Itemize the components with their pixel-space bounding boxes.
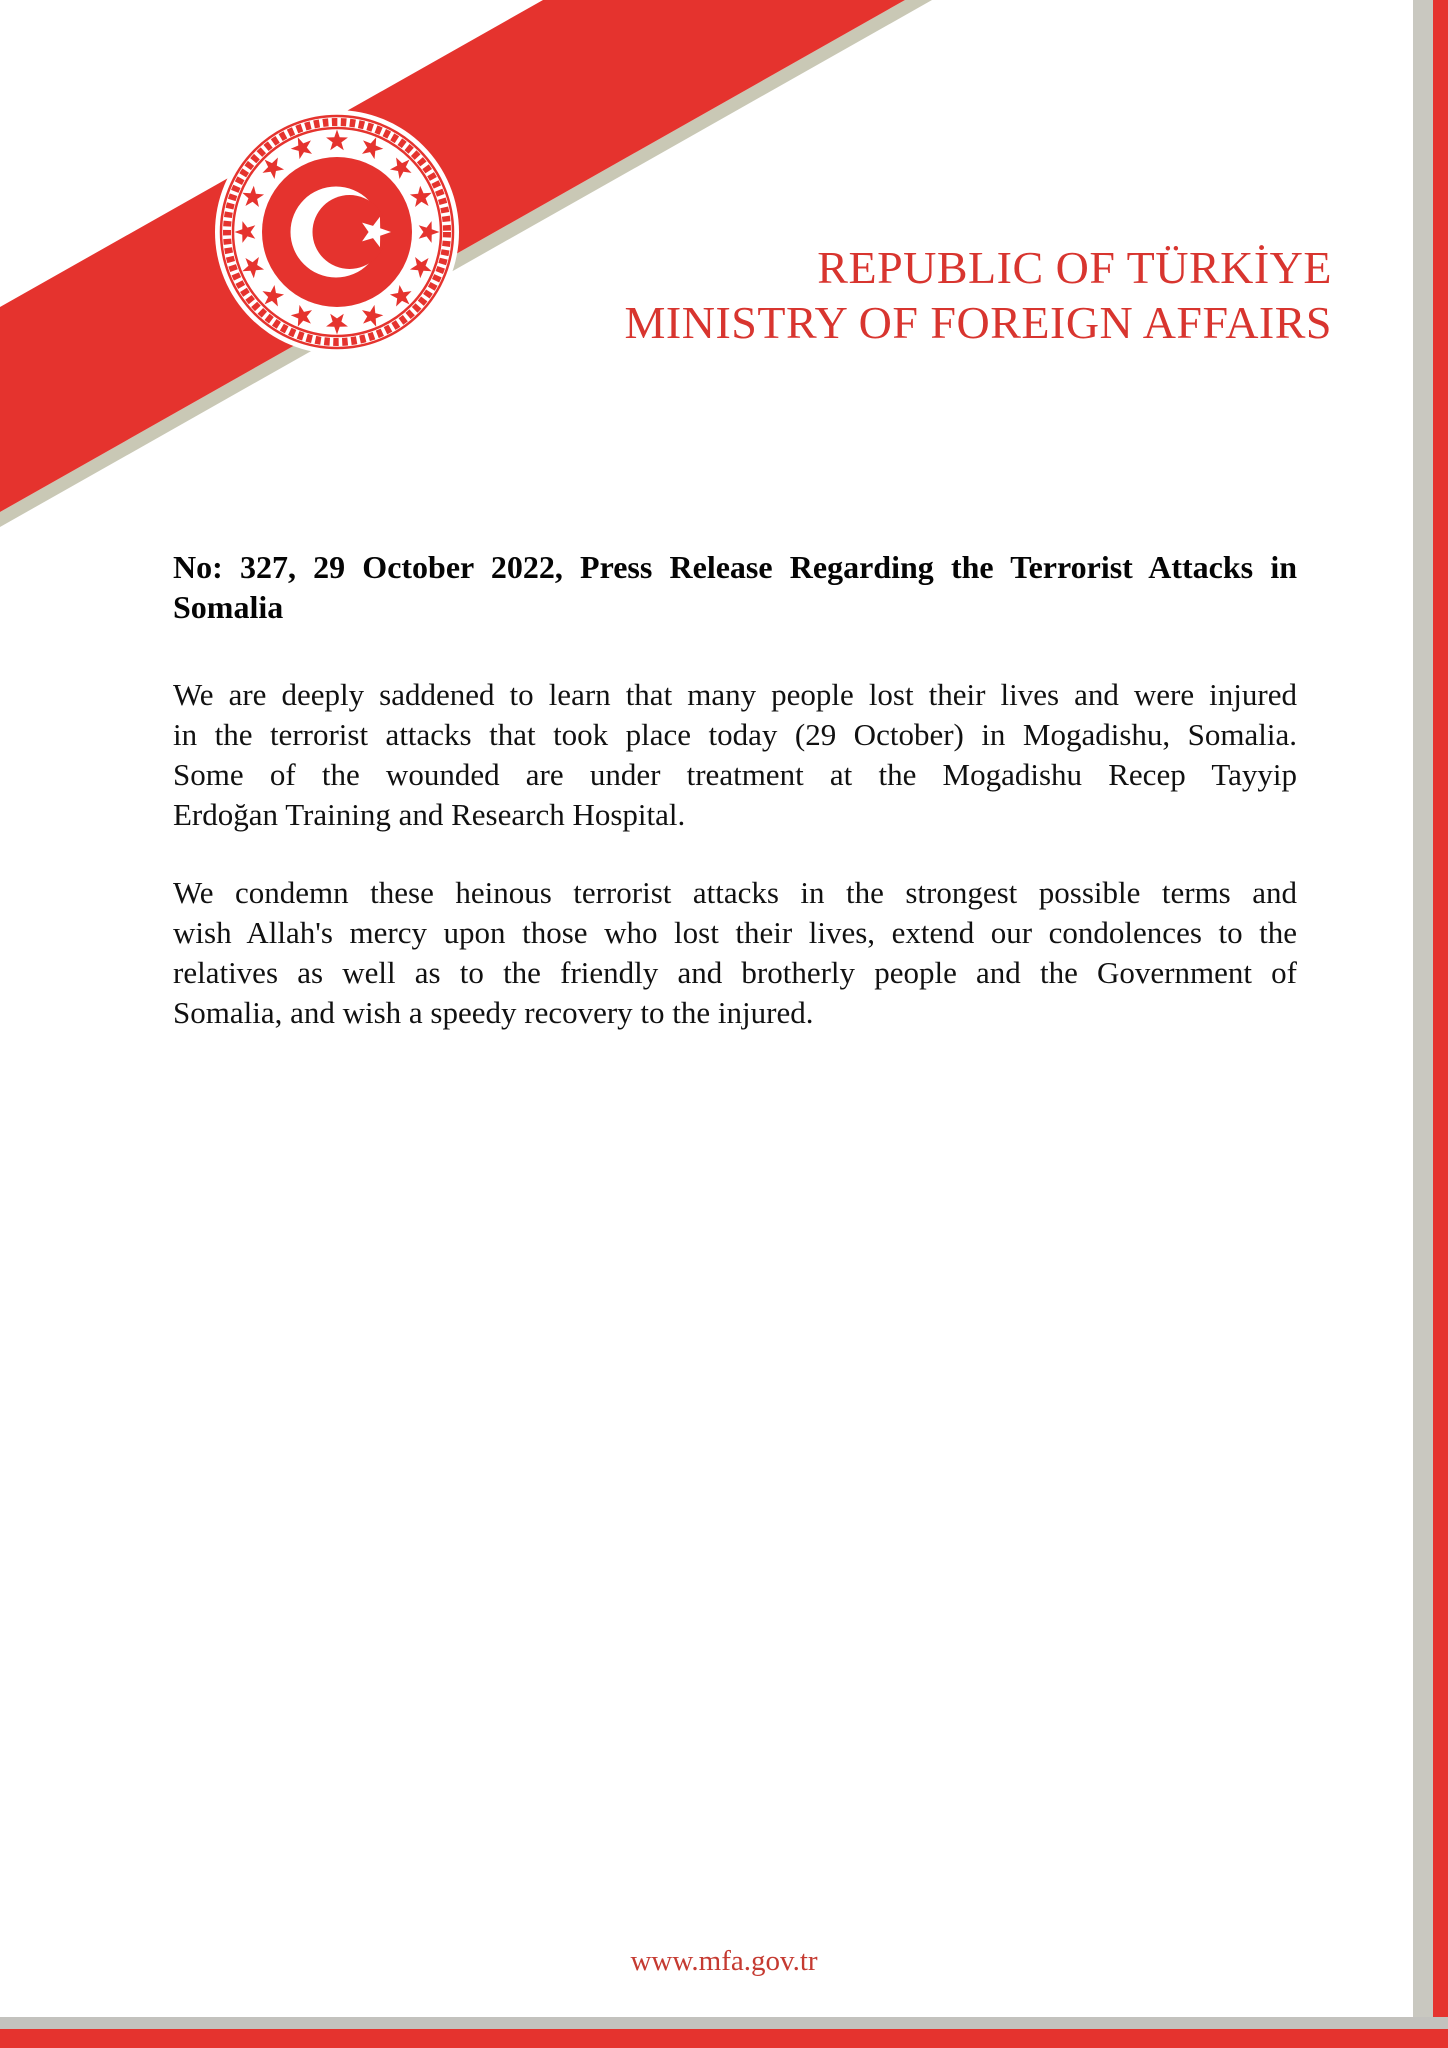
right-border-red-stripe [1433, 0, 1448, 2029]
paragraph-1 [173, 675, 1297, 835]
text-line: No: 327, 29 October 2022, Press Release Regarding the Terrorist Attacks in [173, 549, 1297, 585]
mfa-emblem [207, 102, 467, 362]
right-border-gray-stripe [1413, 0, 1433, 2017]
footer-url: www.mfa.gov.tr [630, 1945, 818, 1977]
text-line: Somalia [173, 589, 284, 625]
text-line: wish Allah's mercy upon those who lost their lives, extend our condolences to the [173, 915, 1297, 950]
text-line: in the terrorist attacks that took place today (29 October) in Mogadishu, Somalia. [173, 717, 1297, 752]
header-line-republic: REPUBLIC OF TÜRKİYE [817, 242, 1332, 293]
press-release-title [173, 547, 1297, 627]
bottom-border-red-stripe [0, 2029, 1448, 2048]
text-line: We condemn these heinous terrorist attacks in the strongest possible terms and [173, 875, 1297, 910]
text-line: Erdoğan Training and Research Hospital. [173, 797, 686, 832]
text-line: We are deeply saddened to learn that many people lost their lives and were injured [173, 677, 1297, 712]
text-line: Some of the wounded are under treatment at the Mogadishu Recep Tayyip [173, 757, 1297, 792]
header-line-ministry: MINISTRY OF FOREIGN AFFAIRS [624, 297, 1332, 348]
bottom-border-gray-stripe [0, 2017, 1448, 2029]
press-release-body [173, 547, 1297, 1033]
ministry-header [625, 240, 1332, 350]
paragraph-2 [173, 873, 1297, 1033]
text-line: relatives as well as to the friendly and brotherly people and the Government of [173, 955, 1297, 990]
text-line: Somalia, and wish a speedy recovery to the injured. [173, 995, 814, 1030]
